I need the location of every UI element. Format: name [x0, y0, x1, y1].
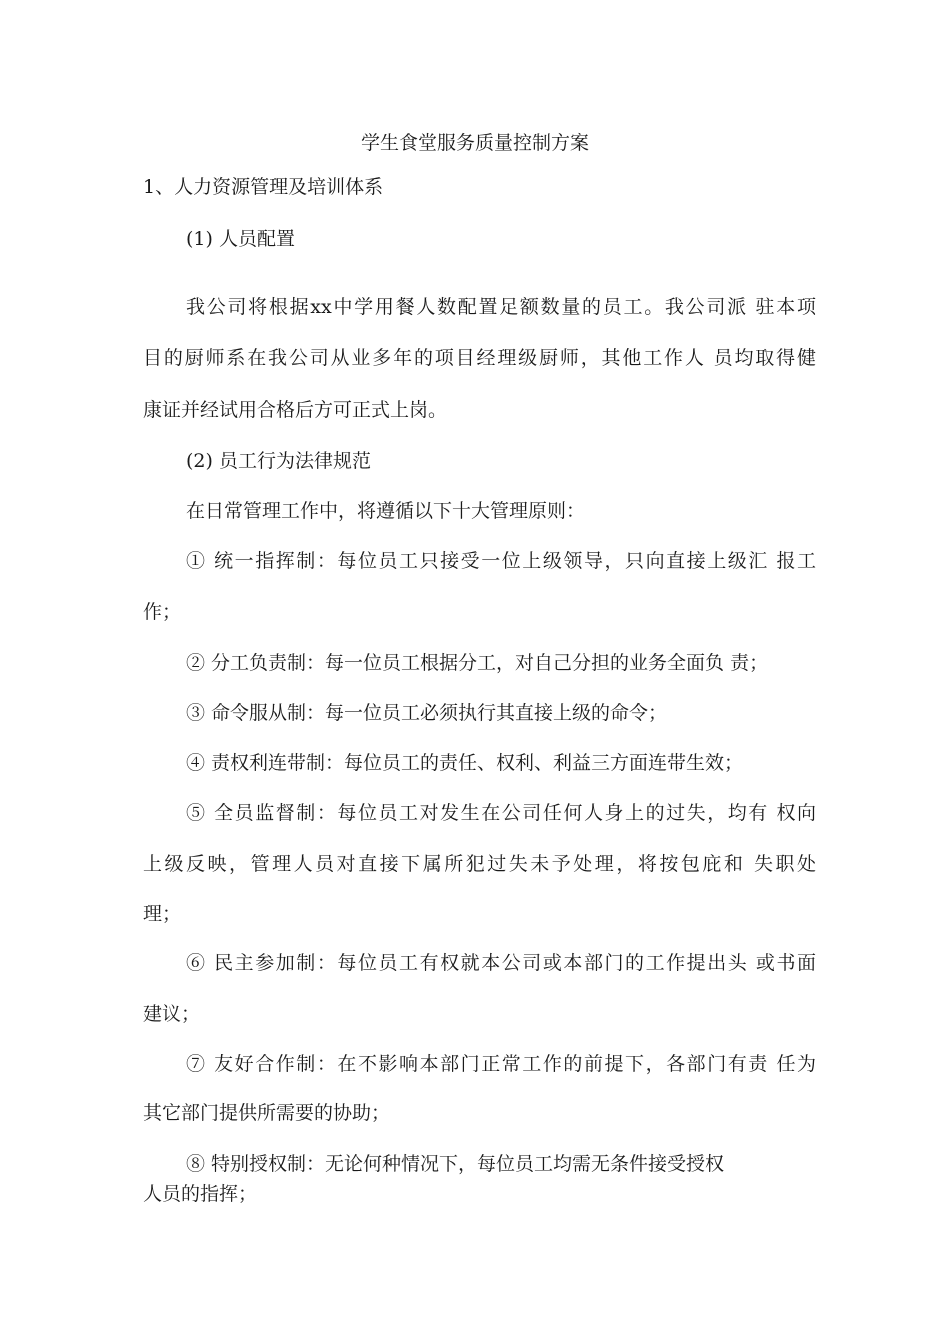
- rule-item-continuation: 理；: [143, 903, 182, 925]
- paragraph-line: 我公司将根据xx中学用餐人数配置足额数量的员工。我公司派 驻本项: [186, 296, 816, 318]
- rule-item-continuation: 人员的指挥；: [143, 1183, 258, 1205]
- rule-item-continuation: 作；: [143, 601, 182, 623]
- subsection-heading: (2) 员工行为法律规范: [186, 450, 371, 472]
- rule-item: ② 分工负责制：每一位员工根据分工，对自己分担的业务全面负 责；: [186, 652, 769, 674]
- rule-item: ⑦ 友好合作制：在不影响本部门正常工作的前提下，各部门有责 任为: [186, 1053, 816, 1075]
- rule-item-continuation: 上级反映，管理人员对直接下属所犯过失未予处理，将按包庇和 失职处: [143, 853, 816, 875]
- rule-item: ④ 责权利连带制：每位员工的责任、权利、利益三方面连带生效；: [186, 752, 744, 774]
- rule-item-continuation: 其它部门提供所需要的协助；: [143, 1102, 391, 1124]
- section-heading: 1、人力资源管理及培训体系: [143, 176, 384, 198]
- paragraph-line: 康证并经试用合格后方可正式上岗。: [143, 399, 448, 421]
- rule-item: ⑤ 全员监督制：每位员工对发生在公司任何人身上的过失，均有 权向: [186, 802, 816, 824]
- rule-item: ① 统一指挥制：每位员工只接受一位上级领导，只向直接上级汇 报工: [186, 550, 816, 572]
- rule-item: ③ 命令服从制：每一位员工必须执行其直接上级的命令；: [186, 702, 668, 724]
- subsection-heading: (1) 人员配置: [186, 228, 295, 250]
- rule-item: ⑧ 特别授权制：无论何种情况下，每位员工均需无条件接受授权: [186, 1153, 725, 1175]
- rule-item: ⑥ 民主参加制：每位员工有权就本公司或本部门的工作提出头 或书面: [186, 952, 816, 974]
- paragraph-line: 目的厨师系在我公司从业多年的项目经理级厨师，其他工作人 员均取得健: [143, 347, 816, 369]
- paragraph-line: 在日常管理工作中，将遵循以下十大管理原则：: [186, 500, 586, 522]
- document-title: 学生食堂服务质量控制方案: [360, 132, 589, 154]
- rule-item-continuation: 建议；: [143, 1003, 201, 1025]
